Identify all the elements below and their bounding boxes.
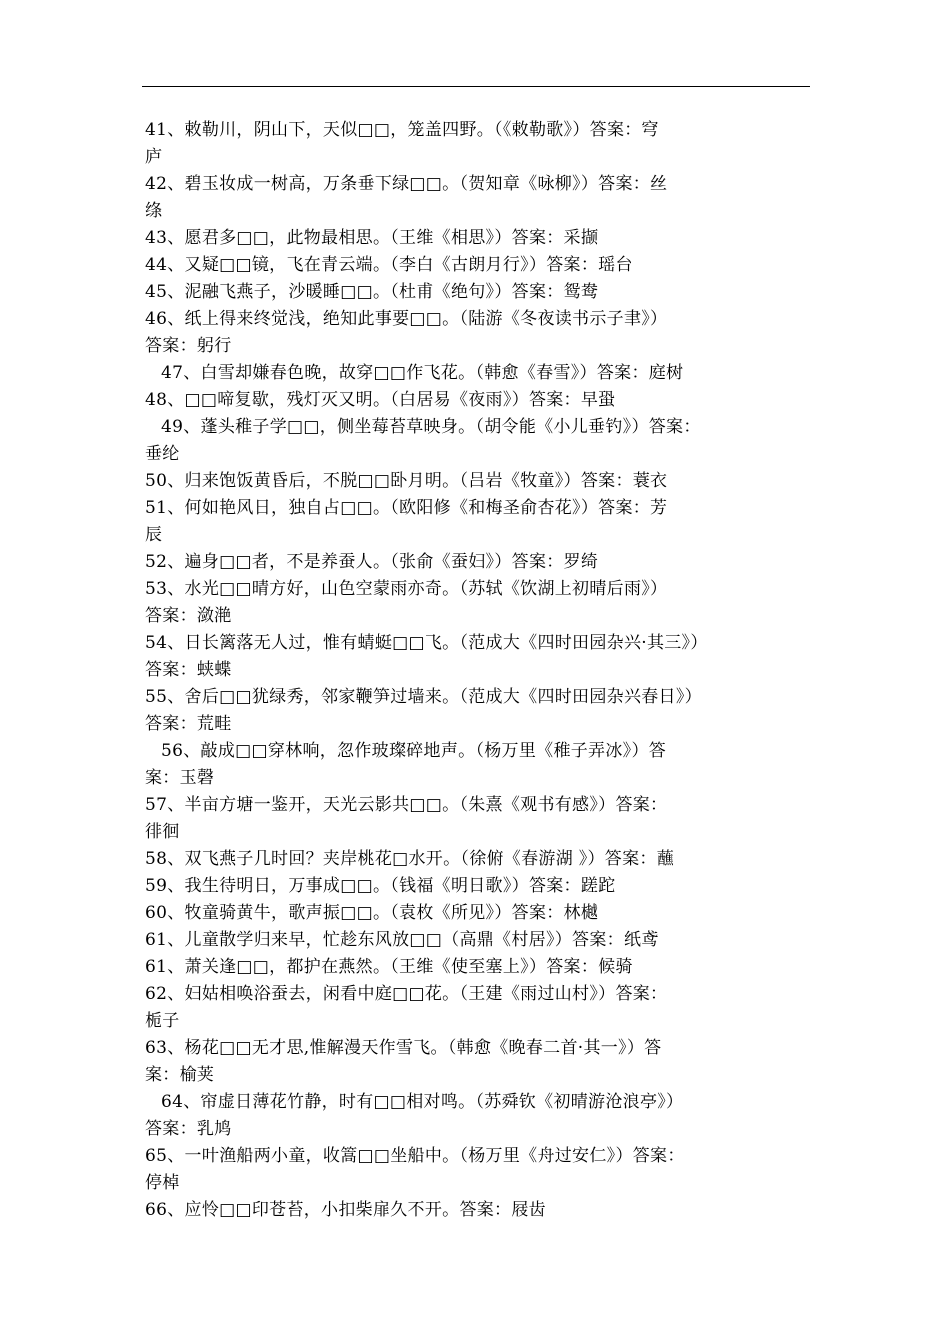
text-line: 63、杨花□□无才思,惟解漫天作雪飞。（韩愈《晚春二首·其一》）答 xyxy=(145,1038,662,1058)
text-line: 答案：荒畦 xyxy=(145,714,232,734)
text-line: 答案：蛱蝶 xyxy=(145,660,232,680)
text-line: 61、儿童散学归来早，忙趁东风放□□（高鼎《村居》）答案：纸鸢 xyxy=(145,930,659,950)
text-line: 51、何如艳风日，独自占□□。（欧阳修《和梅圣俞杏花》）答案：芳 xyxy=(145,498,668,518)
text-line: 辰 xyxy=(145,525,163,545)
text-line: 44、又疑□□镜，飞在青云端。（李白《古朗月行》）答案：瑶台 xyxy=(145,255,633,275)
text-line: 43、愿君多□□，此物最相思。（王维《相思》）答案：采撷 xyxy=(145,228,599,248)
text-line: 垂纶 xyxy=(145,444,180,464)
text-line: 停棹 xyxy=(145,1173,180,1193)
text-line: 42、碧玉妆成一树高，万条垂下绿□□。（贺知章《咏柳》）答案：丝 xyxy=(145,174,668,194)
text-line: 50、归来饱饭黄昏后，不脱□□卧月明。（吕岩《牧童》）答案：蓑衣 xyxy=(145,471,668,491)
text-line: 55、舍后□□犹绿秀，邻家鞭笋过墙来。（范成大《四时田园杂兴春日》） xyxy=(145,687,702,707)
question-list xyxy=(145,117,810,1224)
text-line: 案：玉磬 xyxy=(145,768,215,788)
text-line: 庐 xyxy=(145,147,163,167)
text-line: 61、萧关逢□□，都护在燕然。（王维《使至塞上》）答案：候骑 xyxy=(145,957,633,977)
text-line: 46、纸上得来终觉浅，绝知此事要□□。（陆游《冬夜读书示子聿》） xyxy=(145,309,668,329)
text-line: 案：榆荚 xyxy=(145,1065,215,1085)
text-line: 41、敕勒川，阴山下，天似□□，笼盖四野。（《敕勒歌》）答案：穹 xyxy=(145,120,659,140)
text-line: 65、一叶渔船两小童，收篙□□坐船中。（杨万里《舟过安仁》）答案： xyxy=(145,1146,685,1166)
text-line: 54、日长篱落无人过，惟有蜻蜓□□飞。（范成大《四时田园杂兴·其三》） xyxy=(145,633,708,653)
text-line: 47、白雪却嫌春色晚，故穿□□作飞花。（韩愈《春雪》）答案：庭树 xyxy=(161,363,684,383)
text-line: 53、水光□□晴方好，山色空蒙雨亦奇。（苏轼《饮湖上初晴后雨》） xyxy=(145,579,668,599)
text-line: 徘徊 xyxy=(145,822,180,842)
text-line: 52、遍身□□者，不是养蚕人。（张俞《蚕妇》）答案：罗绮 xyxy=(145,552,599,572)
text-line: 56、敲成□□穿林响，忽作玻璨碎地声。（杨万里《稚子弄冰》）答 xyxy=(161,741,667,761)
text-line: 58、双飞燕子几时回？夹岸桃花□水开。（徐俯《春游湖 》）答案：蘸 xyxy=(145,849,674,869)
text-line: 59、我生待明日，万事成□□。（钱福《明日歌》）答案：蹉跎 xyxy=(145,876,616,896)
text-line: 45、泥融飞燕子，沙暖睡□□。（杜甫《绝句》）答案：鸳鸯 xyxy=(145,282,599,302)
text-line: 66、应怜□□印苍苔，小扣柴扉久不开。答案：屐齿 xyxy=(145,1200,546,1220)
text-line: 62、妇姑相唤浴蚕去，闲看中庭□□花。（王建《雨过山村》）答案： xyxy=(145,984,668,1004)
text-line: 60、牧童骑黄牛，歌声振□□。（袁枚《所见》）答案：林樾 xyxy=(145,903,599,923)
text-line: 绦 xyxy=(145,201,163,221)
text-line: 48、□□啼复歇，残灯灭又明。（白居易《夜雨》）答案：早蛩 xyxy=(145,390,616,410)
text-line: 57、半亩方塘一鉴开，天光云影共□□。（朱熹《观书有感》）答案： xyxy=(145,795,668,815)
text-line: 栀子 xyxy=(145,1011,180,1031)
text-line: 答案：乳鸠 xyxy=(145,1119,232,1139)
header-rule xyxy=(142,86,810,87)
text-line: 49、蓬头稚子学□□，侧坐莓苔草映身。（胡令能《小儿垂钓》）答案： xyxy=(161,417,701,437)
text-line: 答案：潋滟 xyxy=(145,606,232,626)
text-line: 答案：躬行 xyxy=(145,336,232,356)
text-line: 64、帘虚日薄花竹静，时有□□相对鸣。（苏舜钦《初晴游沧浪亭》） xyxy=(161,1092,684,1112)
